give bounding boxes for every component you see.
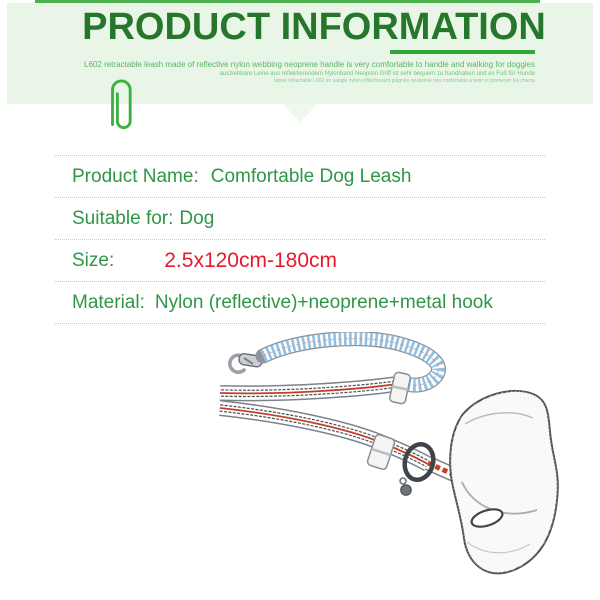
bell-charm-icon bbox=[400, 478, 411, 495]
spec-label: Product Name: bbox=[72, 165, 199, 187]
description-english: L602 retractable leash made of reflective nylon webbing neoprene handle is very comfortable to handle and walking for doggies bbox=[84, 60, 535, 69]
product-description bbox=[84, 60, 535, 85]
spec-row-product-name bbox=[55, 155, 545, 197]
description-german: ausziehbare Leine aus reflektierendem Nylonband Neopren Griff ist sehr bequem zu handhaben und es Fuß für Hunde bbox=[219, 71, 535, 77]
panel-pointer-triangle bbox=[282, 103, 318, 122]
paperclip-icon bbox=[105, 76, 141, 140]
spec-row-size bbox=[55, 239, 545, 281]
spec-row-material bbox=[55, 281, 545, 324]
spec-value: Dog bbox=[179, 207, 215, 229]
spec-label: Suitable for: bbox=[72, 207, 174, 229]
product-photo bbox=[215, 332, 575, 587]
title-underline bbox=[390, 50, 535, 54]
page-title: PRODUCT INFORMATION bbox=[82, 6, 546, 48]
reflective-webbing-upper bbox=[220, 383, 404, 393]
description-french: laisse rétractable L602 en sangle nylon réfléchissant poignée néoprène très confortable à tenir et promener les chiens bbox=[274, 78, 535, 84]
slider-buckle-upper bbox=[389, 372, 411, 405]
bungee-section bbox=[263, 339, 439, 385]
spec-row-suitable-for bbox=[55, 197, 545, 239]
spec-value-size: 2.5x120cm-180cm bbox=[164, 248, 337, 272]
reflective-webbing-lower bbox=[220, 408, 428, 464]
spec-value: Nylon (reflective)+neoprene+metal hook bbox=[154, 291, 493, 313]
spec-label: Material: bbox=[72, 291, 145, 313]
neoprene-handle bbox=[450, 391, 558, 573]
spec-table bbox=[55, 155, 545, 324]
spec-label: Size: bbox=[72, 249, 115, 271]
spec-value: Comfortable Dog Leash bbox=[210, 165, 412, 187]
